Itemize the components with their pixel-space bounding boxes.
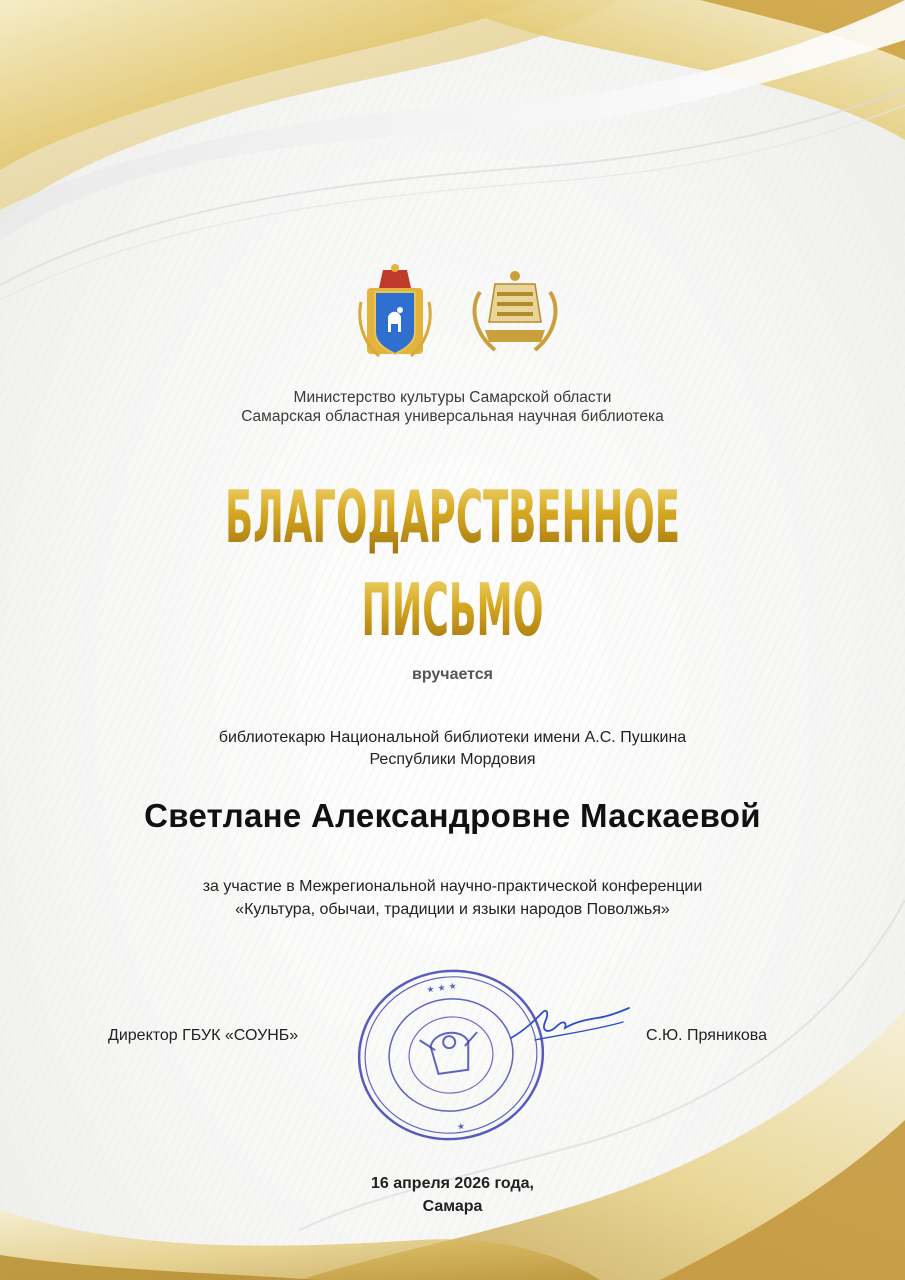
signatory-name: С.Ю. Пряникова (646, 1027, 768, 1044)
date-place (0, 1172, 905, 1218)
ministry-name: Министерство культуры Самарской области (293, 389, 612, 406)
issue-date: 16 апреля 2026 года, (371, 1175, 534, 1192)
role-line-1: библиотекарю Национальной библиотеки имени А.С. Пушкина (218, 729, 687, 746)
svg-text:★: ★ (456, 1121, 466, 1133)
title-line-2: ПИСЬМО (361, 568, 544, 650)
official-stamp (352, 964, 550, 1146)
reason-line-1: за участие в Межрегиональной научно-практической конференции (202, 878, 703, 895)
title-line-1: БЛАГОДАРСТВЕННОЕ (225, 475, 680, 559)
library-emblem-icon (475, 271, 556, 350)
role-line-2: Республики Мордовия (369, 751, 536, 768)
award-reason (0, 875, 905, 921)
recipient-name: Светлане Александровне Маскаевой (144, 797, 761, 834)
emblems (355, 262, 560, 362)
coat-of-arms-icon (360, 264, 430, 356)
organization-header (0, 388, 905, 426)
certificate-title (150, 470, 755, 650)
reason-line-2: «Культура, обычаи, традиции и языки народов Поволжья» (235, 901, 670, 918)
svg-text:★ ★ ★: ★ ★ ★ (425, 981, 458, 996)
issue-city: Самара (422, 1198, 483, 1215)
presented-label: вручается (411, 666, 494, 683)
handwritten-signature (505, 1000, 635, 1050)
recipient-role (0, 727, 905, 771)
signatory-title: Директор ГБУК «СОУНБ» (108, 1027, 299, 1044)
library-name: Самарская областная универсальная научная библиотека (241, 408, 664, 425)
